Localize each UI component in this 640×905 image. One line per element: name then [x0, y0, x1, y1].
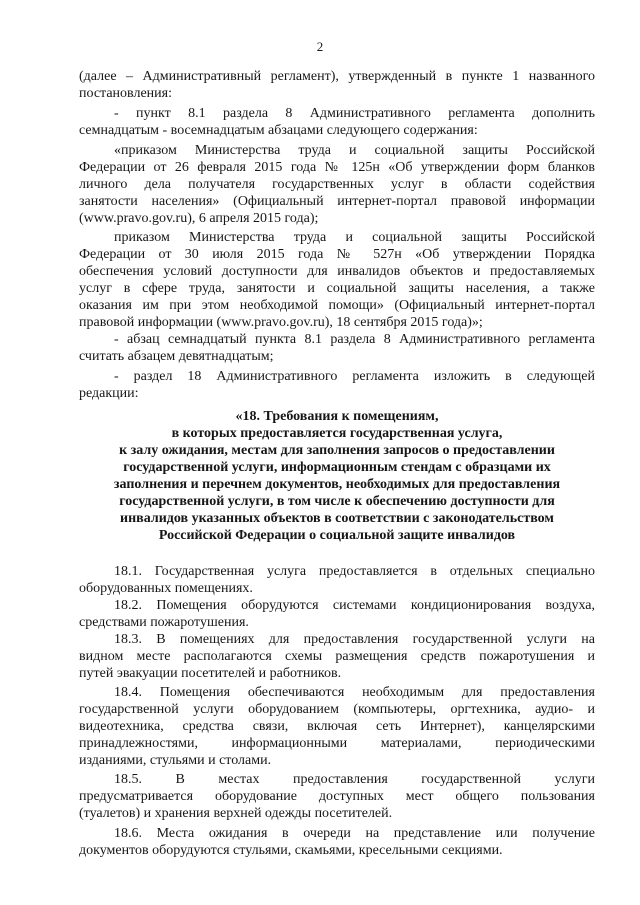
- para-18-3-line-3: путей эвакуации посетителей и работников.: [79, 666, 342, 681]
- quote1-line-4: занятости населения» (Официальный интернет-портал правовой информации: [79, 194, 595, 209]
- item1-line-1: - пункт 8.1 раздела 8 Административного регламента дополнить: [114, 106, 595, 121]
- quote2-line-6: правовой информации (www.pravo.gov.ru), 18 сентября 2015 года)»;: [79, 315, 483, 330]
- section-heading-line-6: государственной услуги, в том числе к обеспечению доступности для: [119, 494, 555, 509]
- intro-line-1: (далее – Административный регламент), утвержденный в пункте 1 названного: [79, 69, 595, 84]
- quote2-line-1: приказом Министерства труда и социальной защиты Российской: [114, 230, 595, 245]
- quote2-line-5: оказания им при этом необходимой помощи» (Официальный интернет-портал: [79, 298, 595, 313]
- quote1-line-5: (www.pravo.gov.ru), 6 апреля 2015 года);: [79, 211, 319, 226]
- para-18-5-line-3: (туалетов) и хранения верхней одежды посетителей.: [79, 806, 393, 821]
- section-heading-line-8: Российской Федерации о социальной защите инвалидов: [158, 528, 516, 543]
- para-18-4-line-1: 18.4. Помещения обеспечиваются необходимым для предоставления: [114, 685, 595, 700]
- para-18-5-line-2: предусматривается оборудование доступных мест общего пользования: [79, 789, 595, 804]
- quote1-line-1: «приказом Министерства труда и социальной защиты Российской: [114, 143, 595, 158]
- item1-line-2: семнадцатым - восемнадцатым абзацами следующего содержания:: [79, 123, 478, 138]
- section-heading-line-3: к залу ожидания, местам для заполнения запросов о предоставлении: [119, 443, 555, 458]
- para-18-3-line-2: видном месте располагаются схемы размещения средств пожаротушения и: [79, 649, 595, 664]
- para-18-6-line-1: 18.6. Места ожидания в очереди на представление или получение: [114, 826, 595, 841]
- quote1-line-2: Федерации от 26 февраля 2015 года № 125н «Об утверждении форм бланков: [79, 160, 595, 175]
- para-18-2-line-1: 18.2. Помещения оборудуются системами кондиционирования воздуха,: [114, 598, 595, 613]
- section-heading-line-2: в которых предоставляется государственная услуга,: [171, 426, 503, 441]
- para-18-2-line-2: средствами пожаротушения.: [79, 615, 249, 630]
- section-heading-line-4: государственной услуги, информационным стендам с образцами их: [123, 460, 551, 475]
- para-18-1-line-2: оборудованных помещениях.: [79, 581, 253, 596]
- section-heading-line-7: инвалидов указанных объектов в соответствии с законодательством: [120, 511, 554, 526]
- item2-line-1: - абзац семнадцатый пункта 8.1 раздела 8 Административного регламента: [114, 332, 595, 347]
- para-18-3-line-1: 18.3. В помещениях для предоставления государственной услуги на: [114, 632, 595, 647]
- page-number: 2: [316, 39, 324, 54]
- para-18-6-line-2: документов оборудуются стульями, скамьями, кресельными секциями.: [79, 843, 503, 858]
- item3-line-2: редакции:: [79, 386, 139, 401]
- para-18-1-line-1: 18.1. Государственная услуга предоставляется в отдельных специально: [114, 564, 595, 579]
- quote2-line-3: обеспечения условий доступности для инвалидов объектов и предоставляемых: [79, 264, 595, 279]
- item2-line-2: считать абзацем девятнадцатым;: [79, 349, 274, 364]
- para-18-4-line-4: принадлежностями, информационными материалами, периодическими: [79, 736, 595, 751]
- para-18-4-line-3: видеотехника, средства связи, включая сеть Интернет), канцелярскими: [79, 719, 595, 734]
- section-heading-line-1: «18. Требования к помещениям,: [235, 409, 439, 424]
- item3-line-1: - раздел 18 Административного регламента изложить в следующей: [114, 369, 595, 384]
- intro-line-2: постановления:: [79, 86, 172, 101]
- para-18-5-line-1: 18.5. В местах предоставления государственной услуги: [114, 772, 595, 787]
- quote1-line-3: личного дела получателя государственных услуг в области содействия: [79, 177, 595, 192]
- para-18-4-line-5: изданиями, стульями и столами.: [79, 753, 272, 768]
- para-18-4-line-2: государственной услуги оборудованием (компьютеры, оргтехника, аудио- и: [79, 702, 595, 717]
- section-heading-line-5: заполнения и перечнем документов, необходимых для предоставления: [113, 477, 561, 492]
- quote2-line-4: услуг в сфере труда, занятости и социальной защиты населения, а также: [79, 281, 595, 296]
- quote2-line-2: Федерации от 30 июля 2015 года № 527н «Об утверждении Порядка: [79, 247, 595, 262]
